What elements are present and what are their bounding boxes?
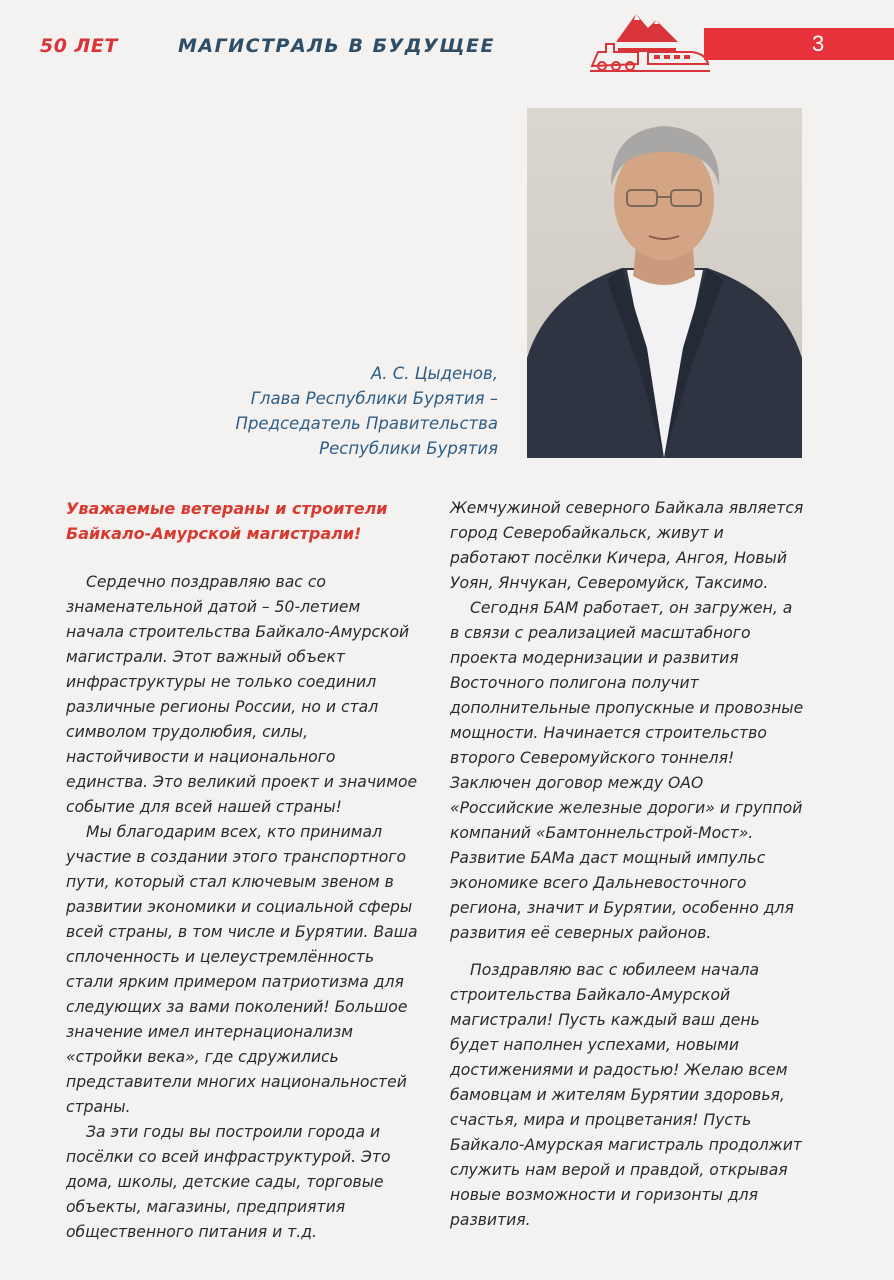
caption-line: Председатель Правительства (235, 414, 498, 433)
caption-line: Республики Бурятия (319, 439, 498, 458)
page-number: 3 (812, 31, 825, 56)
article-paragraph: Сердечно поздравляю вас со знаменательной датой – 50-летием начала строительства Байкало-Амурской магистрали. Этот важный объект инфраструктуры не только соединил различные регионы России, но и стал символом трудолюбия, силы, настойчивости и национального единства. Это великий проект и значимое событие для всей нашей страны! (66, 573, 418, 816)
article-greeting: Уважаемые ветераны и строители Байкало-Амурской магистрали! (66, 499, 388, 543)
article-paragraph: Поздравляю вас с юбилеем начала строительства Байкало-Амурской магистрали! Пусть каждый ваш день будет наполнен успехами, новыми достижениями и радостью! Желаю всем бамовцам и жителям Бурятии здоровья, счастья, мира и процветания! Пусть Байкало-Амурская магистраль продолжит служить нам верой и правдой, открывая новые возможности и горизонты для развития. (450, 961, 803, 1229)
article-paragraph: Мы благодарим всех, кто принимал участие в создании этого транспортного пути, который стал ключевым звеном в развитии экономики и социальной сферы всей страны, в том числе и Бурятии. Ваша сплоченность и целеустремлённость стали ярким примером патриотизма для следующих за вами поколений! Большое значение имел интернационализм «стройки века», где сдружились представители многих национальностей страны. (66, 823, 418, 1116)
years-label: 50 ЛЕТ (40, 35, 118, 57)
train-mountains-logo-icon (588, 8, 712, 74)
article-column-left (66, 496, 422, 1245)
article-paragraph: Жемчужиной северного Байкала является город Северобайкальск, живут и работают посёлки Кичера, Ангоя, Новый Уоян, Янчукан, Северомуйск, Таксимо. (450, 499, 804, 592)
article-paragraph: Сегодня БАМ работает, он загружен, а в связи с реализацией масштабного проекта модернизации и развития Восточного полигона получит дополнительные пропускные и провозные мощности. Начинается строительство второго Северомуйского тоннеля! Заключен договор между ОАО «Российские железные дороги» и группой компаний «Бамтоннельстрой-Мост». Развитие БАМа даст мощный импульс экономике всего Дальневосточного региона, значит и Бурятии, особенно для развития её северных районов. (450, 599, 804, 942)
header-red-band (704, 28, 894, 60)
caption-line: А. С. Цыденов, (370, 364, 498, 383)
article-column-right (450, 496, 806, 1233)
portrait-photo (527, 108, 802, 458)
page-header (0, 0, 894, 80)
article-paragraph: За эти годы вы построили города и посёлки со всей инфраструктурой. Это дома, школы, детские сады, торговые объекты, магазины, предприятия общественного питания и т.д. (66, 1123, 391, 1241)
magazine-title: МАГИСТРАЛЬ В БУДУЩЕЕ (178, 35, 495, 57)
portrait-illustration (527, 108, 802, 458)
caption-line: Глава Республики Бурятия – (250, 389, 498, 408)
photo-caption (236, 361, 498, 461)
